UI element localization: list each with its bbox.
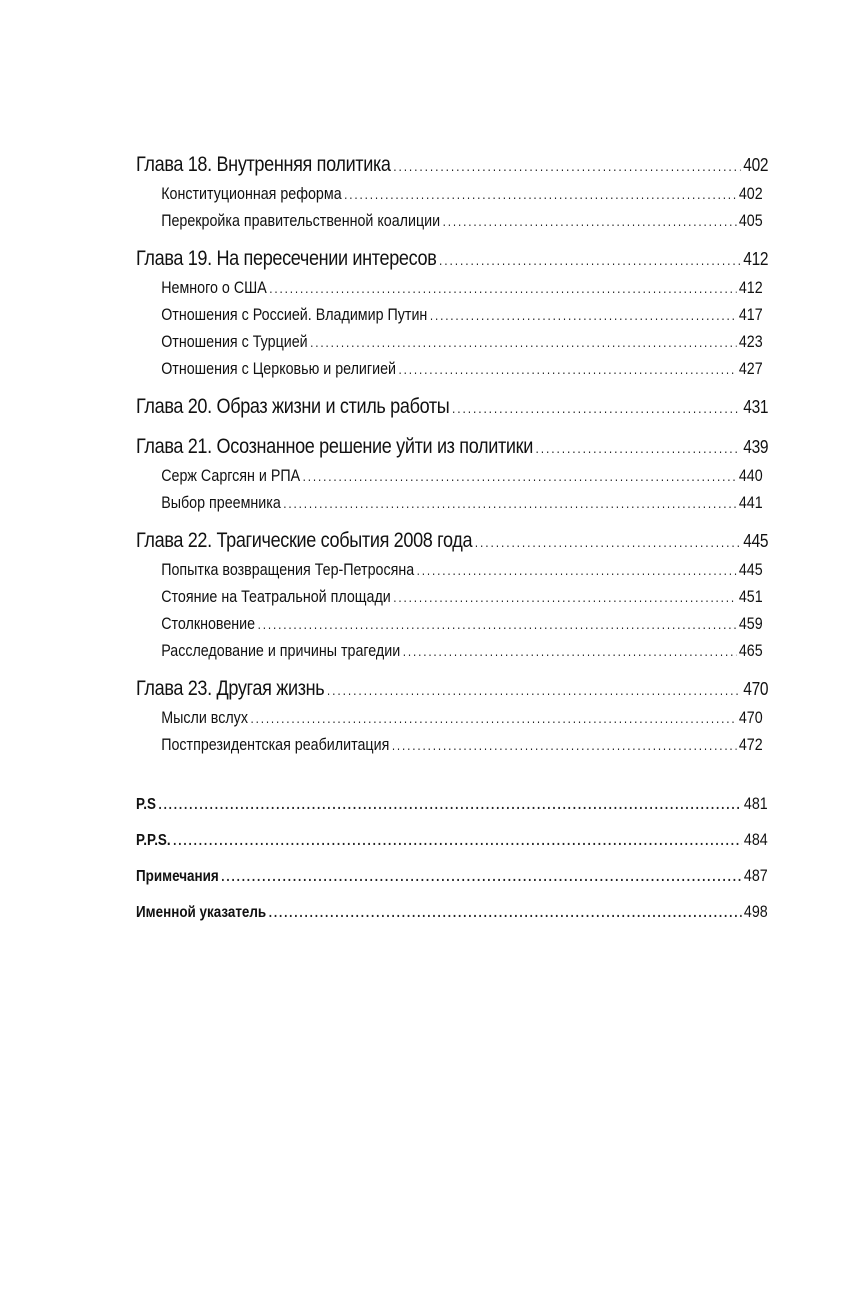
section-title: Конституционная реформа — [161, 184, 342, 203]
page-number: 481 — [743, 794, 768, 813]
page-number: 445 — [743, 531, 769, 551]
dot-leader — [283, 490, 736, 517]
toc-section-entry[interactable] — [136, 583, 763, 610]
toc-section-entry[interactable] — [136, 301, 763, 328]
section-title: Стояние на Театральной площади — [161, 587, 391, 606]
chapter-title: Глава 20. Образ жизни и стиль работы — [136, 395, 450, 418]
toc-section-entry[interactable] — [136, 556, 763, 583]
dot-leader — [310, 329, 736, 356]
toc-chapter-entry[interactable] — [136, 432, 768, 462]
dot-leader — [430, 302, 737, 329]
toc-chapter-entry[interactable] — [136, 392, 768, 422]
section-title: Отношения с Церковью и религией — [161, 359, 397, 378]
page-number: 431 — [743, 397, 769, 417]
dot-leader — [443, 208, 737, 235]
appendix-title: P.P.S. — [136, 832, 171, 849]
dot-leader — [258, 611, 737, 638]
toc-section-entry[interactable] — [136, 180, 763, 207]
page-number: 402 — [738, 184, 763, 203]
page-number: 412 — [738, 278, 763, 297]
section-title: Расследование и причины трагедии — [161, 641, 401, 660]
section-title: Немного о США — [161, 278, 267, 297]
page-number: 470 — [743, 679, 769, 699]
page-number: 440 — [738, 466, 763, 485]
chapter-title: Глава 19. На пересечении интересов — [136, 247, 437, 270]
page-number: 470 — [738, 708, 763, 727]
appendix-title: P.S — [136, 796, 156, 813]
dot-leader — [399, 356, 737, 383]
page-number: 402 — [743, 155, 769, 175]
dot-leader — [344, 181, 736, 208]
dot-leader — [393, 584, 736, 611]
section-title: Постпрезидентская реабилитация — [161, 735, 390, 754]
dot-leader — [158, 786, 741, 822]
page-number: 472 — [738, 735, 763, 754]
page-number: 484 — [743, 830, 768, 849]
toc-chapter-entry[interactable] — [136, 150, 768, 180]
dot-leader — [173, 822, 741, 858]
dot-leader — [327, 675, 741, 705]
chapter-title: Глава 22. Трагические события 2008 года — [136, 529, 473, 552]
toc-section-entry[interactable] — [136, 489, 763, 516]
section-title: Отношения с Турцией — [161, 332, 308, 351]
dot-leader — [269, 894, 742, 930]
dot-leader — [475, 527, 741, 557]
page-number: 439 — [743, 437, 769, 457]
section-title: Попытка возвращения Тер-Петросяна — [161, 560, 415, 579]
section-title: Отношения с Россией. Владимир Путин — [161, 305, 428, 324]
section-title: Мысли вслух — [161, 708, 248, 727]
chapter-title: Глава 23. Другая жизнь — [136, 677, 325, 700]
section-title: Перекройка правительственной коалиции — [161, 211, 441, 230]
chapter-title: Глава 18. Внутренняя политика — [136, 153, 391, 176]
dot-leader — [417, 557, 737, 584]
toc-section-entry[interactable] — [136, 462, 763, 489]
dot-leader — [393, 151, 741, 181]
dot-leader — [269, 275, 736, 302]
dot-leader — [452, 393, 741, 423]
toc-section-entry[interactable] — [136, 207, 763, 234]
table-of-contents — [136, 150, 768, 930]
page-number: 441 — [738, 493, 763, 512]
toc-section-entry[interactable] — [136, 610, 763, 637]
page-number: 445 — [738, 560, 763, 579]
section-title: Выбор преемника — [161, 493, 281, 512]
dot-leader — [439, 245, 741, 275]
page-number: 498 — [743, 902, 768, 921]
toc-chapter-entry[interactable] — [136, 526, 768, 556]
page-number: 412 — [743, 249, 769, 269]
toc-section-entry[interactable] — [136, 355, 763, 382]
section-title: Серж Саргсян и РПА — [161, 466, 301, 485]
dot-leader — [536, 433, 741, 463]
toc-section-entry[interactable] — [136, 637, 763, 664]
toc-chapter-entry[interactable] — [136, 674, 768, 704]
toc-section-entry[interactable] — [136, 274, 763, 301]
dot-leader — [403, 638, 737, 665]
dot-leader — [221, 858, 741, 894]
toc-appendix-entry[interactable] — [136, 822, 768, 858]
section-title: Столкновение — [161, 614, 256, 633]
page-number: 427 — [738, 359, 763, 378]
appendix-title: Примечания — [136, 868, 219, 885]
toc-section-entry[interactable] — [136, 731, 763, 758]
dot-leader — [392, 732, 737, 759]
page-number: 465 — [738, 641, 763, 660]
page-number: 459 — [738, 614, 763, 633]
toc-appendix-entry[interactable] — [136, 786, 768, 822]
page-number: 451 — [738, 587, 763, 606]
toc-appendix-entry[interactable] — [136, 858, 768, 894]
page-number: 423 — [738, 332, 763, 351]
page-number: 417 — [738, 305, 763, 324]
appendix-title: Именной указатель — [136, 904, 267, 921]
toc-appendix-entry[interactable] — [136, 894, 768, 930]
chapter-title: Глава 21. Осознанное решение уйти из политики — [136, 435, 533, 458]
page-number: 405 — [738, 211, 763, 230]
page-number: 487 — [743, 866, 768, 885]
toc-appendices — [136, 786, 768, 930]
toc-section-entry[interactable] — [136, 704, 763, 731]
dot-leader — [303, 463, 737, 490]
toc-section-entry[interactable] — [136, 328, 763, 355]
toc-chapter-entry[interactable] — [136, 244, 768, 274]
dot-leader — [250, 705, 736, 732]
